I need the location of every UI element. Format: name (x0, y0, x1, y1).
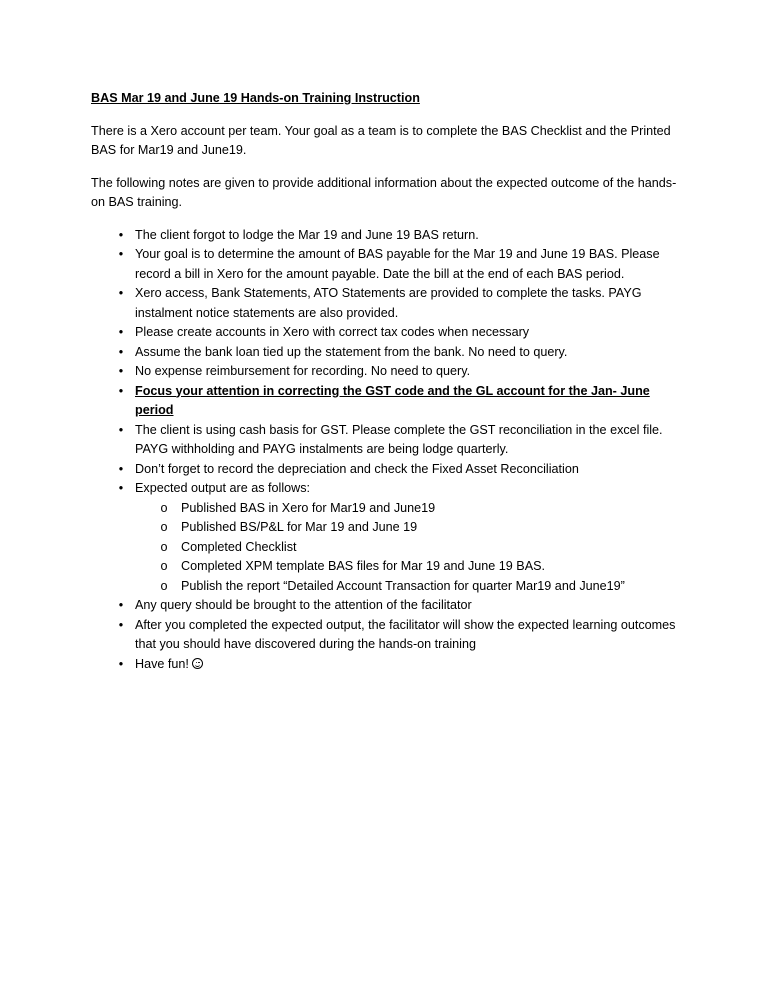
list-item (91, 245, 681, 284)
list-item (91, 421, 681, 460)
circle-bullet-icon: o (160, 520, 168, 534)
list-item (91, 479, 681, 596)
intro-paragraph: There is a Xero account per team. Your goal as a team is to complete the BAS Checklist and the Printed BAS for Mar19 and June19. (91, 123, 671, 157)
list-item (91, 343, 681, 363)
list-item (91, 655, 681, 675)
bullet-icon: • (118, 656, 124, 671)
list-item (91, 323, 681, 343)
list-item-text: Assume the bank loan tied up the statement from the bank. No need to query. (135, 344, 568, 359)
bullet-icon: • (118, 247, 124, 261)
bullet-icon: • (118, 422, 124, 437)
bullet-icon: • (118, 383, 124, 398)
bullet-icon: • (118, 286, 124, 300)
list-item-text: The client is using cash basis for GST. Please complete the GST reconciliation in the excel file. PAYG withholding and PAYG instalments are being lodge quarterly. (135, 422, 663, 456)
emphasized-instruction: Focus your attention in correcting the GST code and the GL account for the Jan- June period (135, 383, 650, 417)
circle-bullet-icon: o (160, 578, 168, 593)
bullet-icon: • (118, 344, 124, 359)
sub-list-item-text: Completed Checklist (181, 539, 297, 554)
list-item-text: Any query should be brought to the attention of the facilitator (135, 598, 472, 612)
bullet-icon: • (118, 617, 124, 632)
list-item-text: After you completed the expected output, the facilitator will show the expected learning outcomes that you should have discovered during the hands-on training (135, 617, 676, 651)
list-item-text: Don’t forget to record the depreciation and check the Fixed Asset Reconciliation (135, 461, 579, 476)
document-page (91, 89, 681, 674)
notes-intro-paragraph: The following notes are given to provide additional information about the expected outcome of the hands-on BAS training. (91, 175, 677, 209)
notes-list (91, 226, 681, 675)
sub-list-item (135, 538, 681, 558)
bullet-icon: • (118, 364, 124, 378)
list-item (91, 616, 681, 655)
list-item-text: The client forgot to lodge the Mar 19 and June 19 BAS return. (135, 227, 479, 242)
list-item-text: Xero access, Bank Statements, ATO Statements are provided to complete the tasks. PAYG instalment notice statements are also provided. (135, 286, 642, 320)
list-item (91, 382, 681, 421)
sub-list-item (135, 577, 681, 597)
list-item (91, 284, 681, 323)
list-item-text: Your goal is to determine the amount of BAS payable for the Mar 19 and June 19 BAS. Please record a bill in Xero for the amount payable. Date the bill at the end of each BAS period. (135, 247, 660, 281)
list-item (91, 596, 681, 616)
bullet-icon: • (118, 227, 124, 242)
circle-bullet-icon: o (160, 500, 168, 515)
list-item-text: Please create accounts in Xero with correct tax codes when necessary (135, 325, 530, 339)
bullet-icon: • (118, 481, 124, 495)
bullet-icon: • (118, 461, 124, 476)
sub-list-item (135, 557, 681, 577)
circle-bullet-icon: o (160, 539, 168, 554)
sub-list-item-text: Published BAS in Xero for Mar19 and June19 (181, 500, 436, 515)
smiley-icon (192, 658, 203, 669)
bullet-icon: • (118, 598, 124, 612)
expected-output-list (135, 499, 681, 597)
list-item-text: Have fun! (135, 656, 189, 671)
sub-list-item-text: Publish the report “Detailed Account Transaction for quarter Mar19 and June19” (181, 578, 625, 593)
bullet-icon: • (118, 325, 124, 339)
sub-list-item-text: Published BS/P&L for Mar 19 and June 19 (181, 520, 418, 534)
document-title: BAS Mar 19 and June 19 Hands-on Training Instruction (91, 91, 420, 105)
circle-bullet-icon: o (160, 559, 168, 573)
sub-list-item-text: Completed XPM template BAS files for Mar 19 and June 19 BAS. (181, 559, 546, 573)
sub-list-item (135, 499, 681, 519)
list-item (91, 226, 681, 246)
list-item-text: No expense reimbursement for recording. No need to query. (135, 364, 471, 378)
list-item (91, 460, 681, 480)
list-item (91, 362, 681, 382)
sub-list-item (135, 518, 681, 538)
list-item-text: Expected output are as follows: (135, 481, 311, 495)
